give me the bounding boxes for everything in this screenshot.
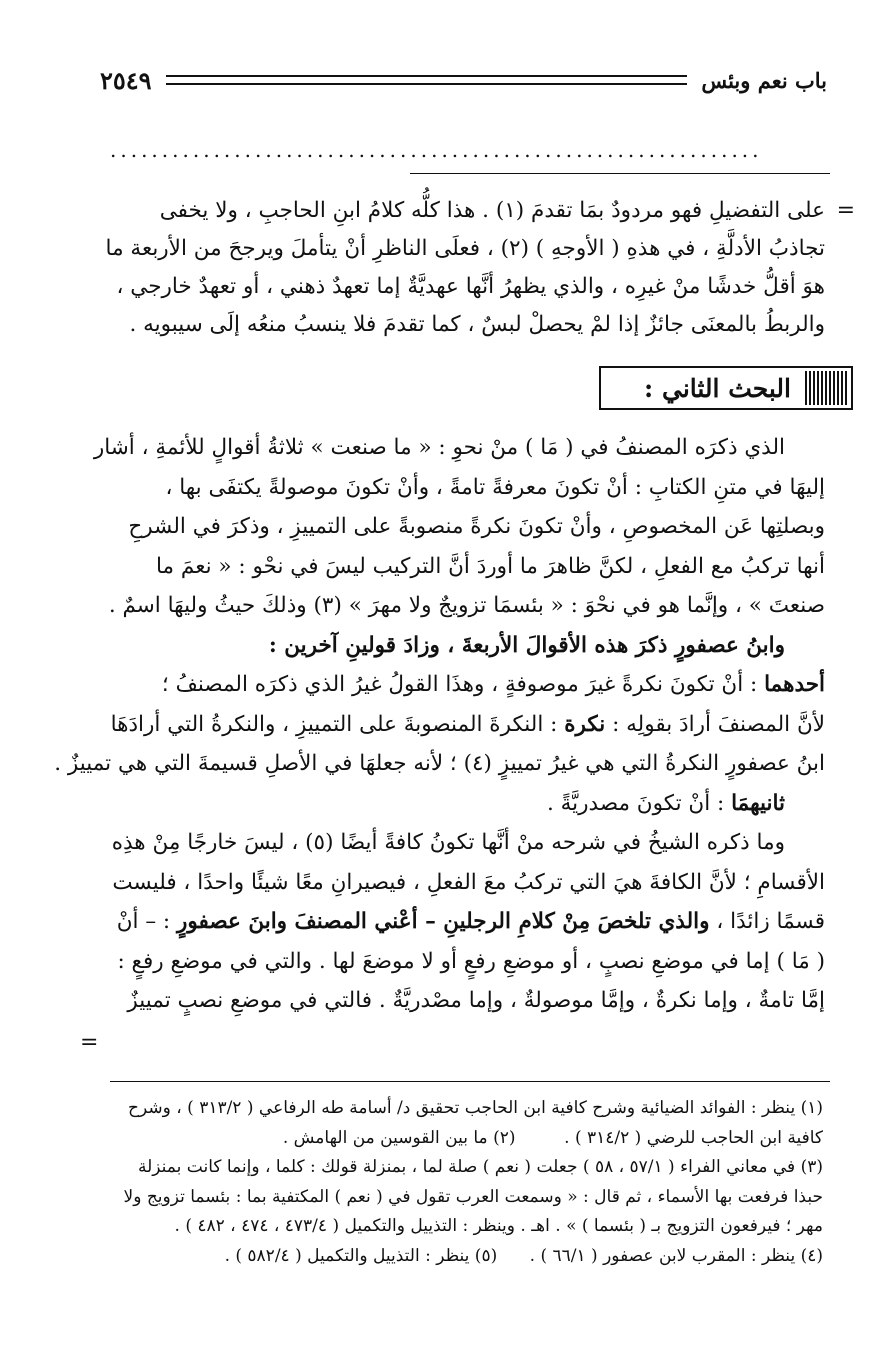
first-label: أحدهما xyxy=(764,672,825,697)
footnotes xyxy=(108,1094,823,1271)
section-heading: البحث الثاني : xyxy=(644,373,791,403)
closing-text: قسمًا زائدًا ، xyxy=(716,909,825,934)
footnote-line: (١) ينظر : الفوائد الضيائية وشرح كافية ابن الحاجب تحقيق د/ أسامة طه الرفاعي ( ٣١٣/٢ ) ، وشرح xyxy=(128,1098,823,1118)
first-text: : أنْ تكونَ نكرةً غيرَ موصوفةٍ ، وهذَا القولُ غيرُ الذي ذكرَه المصنفُ ؛ xyxy=(161,672,758,697)
text-line: وابنُ عصفورٍ ذكرَ هذه الأقوالَ الأربعةَ ، وزادَ قولينِ آخرين : xyxy=(268,632,785,658)
vertical-bars-icon xyxy=(805,371,847,405)
section-heading-box xyxy=(599,366,853,410)
running-title: باب نعم وبئس xyxy=(701,67,827,93)
closing-text: : – أنْ xyxy=(116,909,171,934)
first-text: : النكرةَ المنصوبةَ على التمييزِ ، والنكرةُ التي أرادَهَا xyxy=(110,711,558,737)
summary-bold: والذي تلخصَ مِنْ كلامِ الرجلينِ – أعْني المصنفَ وابنَ عصفورٍ xyxy=(177,909,710,934)
text-line xyxy=(110,665,825,705)
header-rule xyxy=(166,75,688,85)
separator-rule xyxy=(410,173,830,174)
main-text xyxy=(54,428,825,1021)
text-line xyxy=(110,705,825,745)
text-line xyxy=(110,784,825,824)
second-label: ثانيهمَا xyxy=(731,790,785,816)
page-header xyxy=(100,62,827,98)
footnote-line: مهر ؛ فيرفعون التزويج بـ ( بئسما ) » . اهـ . وينظر : التذييل والتكميل ( ٤٧٣/٤ ، ٤٧٤ ، ٤٨٢ ) . xyxy=(174,1216,823,1236)
text-line: إليهَا في متنِ الكتابِ : أنْ تكونَ معرفةً تامةً ، وأنْ تكونَ موصولةً يكتفَى بها ، xyxy=(165,474,825,500)
footnote-line: كافية ابن الحاجب للرضي ( ٣١٤/٢ ) . xyxy=(564,1127,823,1148)
continuation-paragraph xyxy=(105,192,855,344)
footnote-line: حبذا فرفعت بها الأسماء ، ثم قال : « وسمعت العرب تقول في ( نعم ) المكتفية بما : بئسما تزويج ولا xyxy=(123,1186,823,1207)
footnote-line: (٥) ينظر : التذييل والتكميل ( ٥٨٢/٤ ) . xyxy=(224,1245,498,1266)
footnote-line xyxy=(108,1124,823,1154)
page-number: ٢٥٤٩ xyxy=(100,65,152,95)
text-line: وما ذكره الشيخُ في شرحه منْ أنَّها تكونُ كافةً أيضًا (٥) ، ليسَ خارجًا مِنْ هذِه xyxy=(111,830,785,855)
continuation-mark: = xyxy=(836,198,855,223)
text-line: هوَ أقلُّ خدشًا منْ غيرِه ، والذي يظهرُ أنَّها عهديَّةٌ إما تعهدٌ ذهني ، أو تعهدٌ خارجي ، xyxy=(116,274,825,299)
final-text: إمَّا تامةٌ ، وإما نكرةٌ ، وإمَّا موصولةٌ ، وإما مصْدريَّةٌ . فالتي في موضعِ نصبٍ تمييزٌ xyxy=(127,988,825,1013)
term-nakira: نكرة xyxy=(564,711,606,737)
text-line: الأقسامِ ؛ لأنَّ الكافةَ هيَ التي تركبُ معَ الفعلِ ، فيصيرانِ معًا شيئًا واحدًا ، فليست xyxy=(112,869,825,895)
text-line: على التفضيلِ فهو مردودٌ بمَا تقدمَ (١) . هذا كلُّه كلامُ ابنِ الحاجبِ ، ولا يخفى xyxy=(159,198,825,223)
first-text: لأنَّ المصنفَ أرادَ بقولِه : xyxy=(612,711,825,737)
text-line xyxy=(110,902,825,942)
text-line: تجاذبُ الأدلَّةِ ، في هذهِ ( الأوجهِ ) (٢) ، فعلَى الناظرِ أنْ يتأملَ ويرجحَ من الأربعة ما xyxy=(105,236,825,261)
text-line: صنعتَ » ، وإنَّما هو في نحْوَ : « بئسمَا تزويجٌ ولا مهرَ » (٣) وذلكَ حيثُ وليهَا اسمٌ . xyxy=(108,593,825,618)
footnote-line: (٣) في معاني الفراء ( ٥٧/١ ، ٥٨ ) جعلت ( نعم ) صلة لما ، بمنزلة قولك : كلما ، وإنما كانت بمنزلة xyxy=(138,1157,823,1177)
text-line: أنها تركبُ مع الفعلِ ، لكنَّ ظاهرَ ما أوردَ أنَّ التركيب ليسَ في نحْو : « نعمَ ما xyxy=(156,553,825,579)
footnote-rule xyxy=(110,1081,830,1082)
footnote-line xyxy=(108,1242,823,1272)
footnote-line: (٤) ينظر : المقرب لابن عصفور ( ٦٦/١ ) . xyxy=(529,1245,823,1266)
text-line: ابنُ عصفورٍ النكرةُ التي هي غيرُ تمييزٍ (٤) ؛ لأنه جعلهَا في الأصلِ قسيمةَ التي هي تمييزٌ . xyxy=(54,751,825,776)
text-line xyxy=(110,981,825,1021)
text-line: والربطُ بالمعنَى جائزٌ إذا لمْ يحصلْ لبسٌ ، كما تقدمَ فلا ينسبُ منعُه إلَى سيبويه . xyxy=(129,312,825,337)
second-text: : أنْ تكونَ مصدريَّةً . xyxy=(546,790,725,816)
end-continuation-mark: = xyxy=(80,1030,99,1055)
separator-dots: ............................................................... xyxy=(110,138,763,162)
text-line: ( مَا ) إما في موضعِ نصبٍ ، أو موضعِ رفعٍ أو لا موضعَ لها . والتي في موضعِ رفعٍ : xyxy=(117,948,825,974)
footnote-line: (٢) ما بين القوسين من الهامش . xyxy=(282,1127,516,1148)
text-line: وبصلتِها عَن المخصوصِ ، وأنْ تكونَ نكرةً منصوبةً على التمييزِ ، وذكرَ في الشرحِ xyxy=(128,514,825,539)
text-line: الذي ذكرَه المصنفُ في ( مَا ) منْ نحوِ : « ما صنعت » ثلاثةُ أقوالٍ للأئمةِ ، أشار xyxy=(93,435,785,460)
